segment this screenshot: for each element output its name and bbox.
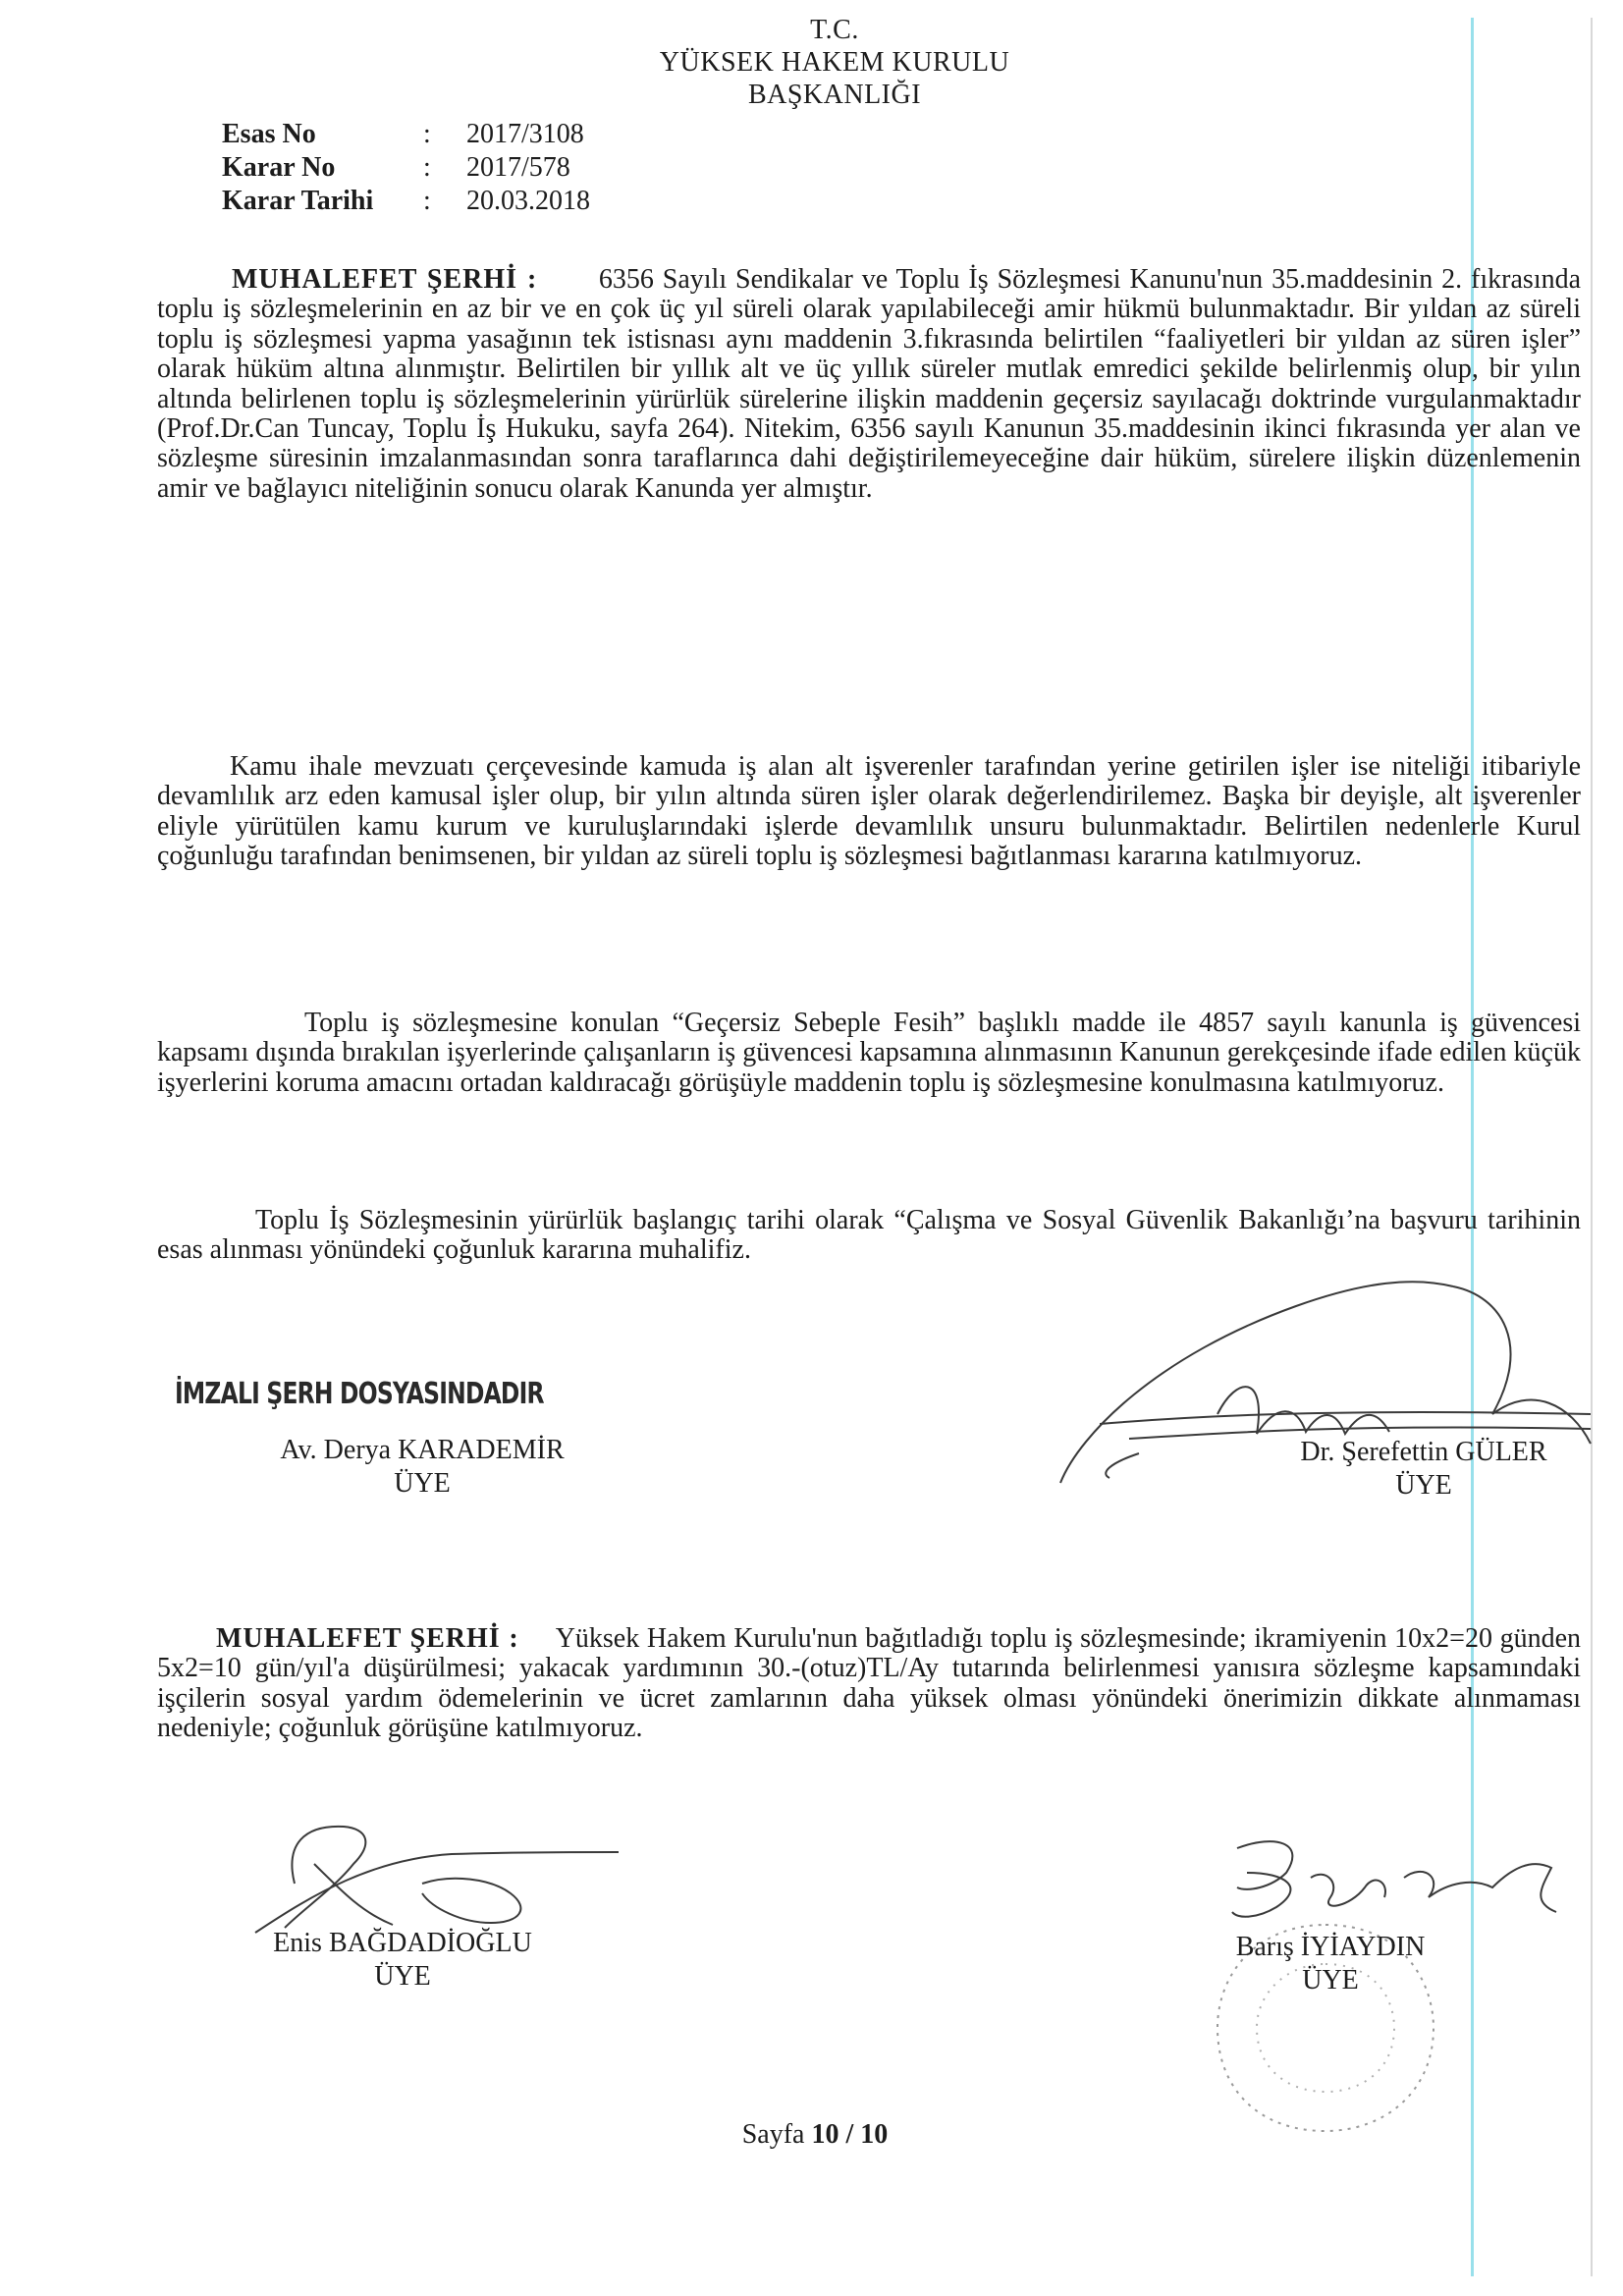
dissent2-heading: MUHALEFET ŞERHİ : — [216, 1623, 519, 1654]
signatory-name: Barış İYİAYDIN — [1235, 1932, 1426, 1962]
dissent1-heading: MUHALEFET ŞERHİ : — [232, 264, 538, 295]
meta-colon: : — [423, 119, 431, 149]
dissent1-text3: Toplu iş sözleşmesine konulan “Geçersiz Sebeple Fesih” başlıklı madde ile 4857 sayılı kanunla iş güvencesi kapsamı dışında bırakılan işyerlerinde çalışanların iş güvencesi kapsamına alınmasının Kanunun gerekçesinde ifade edilen küçük işyerlerini koruma amacını ortadan kaldıracağı görüşüyle maddenin toplu iş sözleşmesine konulmasına katılmıyoruz. — [157, 1008, 1581, 1098]
dissent1-text4: Toplu İş Sözleşmesinin yürürlük başlangıç tarihi olarak “Çalışma ve Sosyal Güvenlik Bakanlığı’na başvuru tarihinin esas alınması yönündeki çoğunluk kararına muhalifiz. — [157, 1205, 1581, 1266]
header-presidency: BAŞKANLIĞI — [747, 80, 922, 110]
signatory-guler — [1257, 1436, 1591, 1503]
dissent2-text: Yüksek Hakem Kurulu'nun bağıtladığı toplu iş sözleşmesinde; ikramiyenin 10x2=20 günden 5x2=10 gün/yıl'a düşürülmesi; yakacak yardımının 30.-(otuz)TL/Ay tutarında belirlenmesi yanısıra sözleşme kapsamındaki işçilerin sosyal yardım ödemelerinin ve ücret zamlarının daha yüksek olması yönündeki önerimizin dikkate alınmaması nedeniyle; çoğunluk görüşüne katılmıyoruz. — [157, 1623, 1581, 1744]
signatory-role: ÜYE — [1302, 1965, 1359, 1995]
signatory-karademir — [226, 1434, 619, 1501]
meta-label: Karar No — [222, 152, 336, 183]
meta-value: 20.03.2018 — [466, 186, 590, 216]
signatory-name: Enis BAĞDADİOĞLU — [273, 1928, 532, 1958]
page-label: Sayfa — [741, 2119, 805, 2150]
signatory-role: ÜYE — [374, 1961, 431, 1992]
signed-on-file-stamp: İMZALI ŞERH DOSYASINDADIR — [175, 1377, 544, 1411]
meta-row-tarih — [222, 185, 590, 218]
meta-colon: : — [423, 152, 431, 183]
header-republic: T.C. — [810, 15, 859, 45]
dissent1-paragraph2 — [157, 752, 1581, 872]
meta-value: 2017/3108 — [466, 119, 584, 149]
meta-row-karar — [222, 151, 590, 185]
meta-label: Esas No — [222, 119, 316, 149]
dissent1-paragraph1 — [157, 265, 1581, 504]
dissent1-text2: Kamu ihale mevzuatı çerçevesinde kamuda iş alan alt işverenler tarafından yerine getirilen işler ise niteliği itibariyle devamlılık arz eden kamusal işler olup, bir yılın altında süren işler olarak değerlendirilemez. Başka bir deyişle, alt işverenler eliyle yürütülen kamu kurum ve kuruluşlarındaki işlerde devamlılık unsuru bulunmaktadır. Belirtilen nedenlerle Kurul çoğunluğu tarafından benimsenen, bir yıldan az süreli toplu iş sözleşmesi bağıtlanması kararına katılmıyoruz. — [157, 751, 1581, 872]
scan-edge-line — [1591, 18, 1593, 2276]
page-number: 10 / 10 — [811, 2119, 889, 2150]
meta-row-esas — [222, 118, 590, 151]
signatory-role: ÜYE — [394, 1468, 451, 1499]
signatory-iyiaydin — [1188, 1931, 1473, 1997]
signatory-role: ÜYE — [1395, 1470, 1452, 1501]
meta-colon: : — [423, 186, 431, 216]
dissent1-paragraph4 — [157, 1206, 1581, 1266]
meta-value: 2017/578 — [466, 152, 570, 183]
signature-bagdadioglu-icon — [196, 1815, 628, 1942]
case-meta — [222, 118, 590, 218]
dissent2-paragraph — [157, 1624, 1581, 1744]
signatory-name: Dr. Şerefettin GÜLER — [1300, 1437, 1547, 1467]
page-footer — [687, 2119, 943, 2151]
meta-label: Karar Tarihi — [222, 186, 374, 216]
signatory-name: Av. Derya KARADEMİR — [280, 1435, 565, 1465]
dissent1-paragraph3 — [157, 1009, 1581, 1098]
document-header — [550, 14, 1119, 111]
signatory-bagdadioglu — [196, 1927, 609, 1994]
dissent1-text1: 6356 Sayılı Sendikalar ve Toplu İş Sözleşmesi Kanunu'nun 35.maddesinin 2. fıkrasında toplu iş sözleşmelerinin en az bir ve en çok üç yıl süreli olarak yapılabileceği amir hükmü bulunmaktadır. Bir yıldan az süreli toplu iş sözleşmesi yapma yasağının tek istisnası aynı maddenin 3.fıkrasında belirtilen “faaliyetleri bir yıldan az süren işler” olarak hüküm altına alınmıştır. Belirtilen bir yıllık alt ve üç yıllık süreler mutlak emredici şekilde belirlenmiş olup, bir yılın altında belirlenen toplu iş sözleşmelerinin yürürlük sürelerine ilişkin maddenin geçersiz sayılacağı doktrinde vurgulanmaktadır (Prof.Dr.Can Tuncay, Toplu İş Hukuku, sayfa 264). Nitekim, 6356 sayılı Kanunun 35.maddesinin ikinci fıkrasında yer alan ve sözleşme süresinin imzalanmasından sonra taraflarınca dahi değiştirilemeyeceğine dair hüküm, sürelere ilişkin düzenlemenin amir ve bağlayıcı niteliğinin sonucu olarak Kanunda yer almıştır. — [157, 264, 1582, 504]
header-institution: YÜKSEK HAKEM KURULU — [659, 47, 1010, 78]
